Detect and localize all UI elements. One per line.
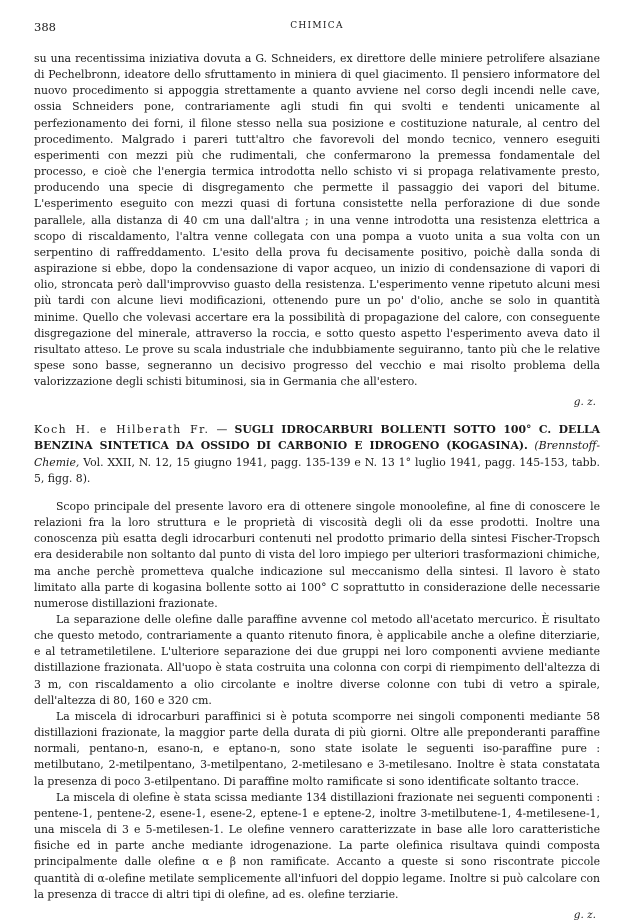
article2-paragraph: Scopo principale del presente lavoro era di ottenere singole monoolefine, al fine di conoscere le relazioni fra la loro struttura e le proprietà di viscosità degli oli da esse prodotti. Inoltre una conoscenza più esatta degli idrocarburi contenuti nel prodotto primario della sintesi Fischer-Tropsch era desiderabile non soltanto dal punto di vista del loro impiego per ulteriori trasformazioni chimiche, ma anche perchè prometteva qualche indicazione sul meccanismo della sintesi. Il lavoro è stato limitato alla parte di kogasina bollente sotto ai 100° C soprattutto in considerazione delle necessarie numerose distillazioni frazionate. xyxy=(34,499,600,610)
article1-signature: g. z. xyxy=(573,396,596,409)
article2-paragraph: La miscela di idrocarburi paraffinici si è potuta scomporre nei singoli componenti mediante 58 distillazioni frazionate, la maggior parte della durata di più giorni. Oltre alle preponderanti paraffine normali, pentano-n, esano-n, e eptano-n, sono state isolate le seguenti iso-paraffine pure : metilbutano, 2-metilpentano, 3-metilpentano, 2-metilesano e 3-metilesano. Inoltre è stata constatata la presenza di poco 3-etilpentano. Di paraffine molto ramificate si sono identificate soltanto tracce. xyxy=(34,709,600,788)
page-body xyxy=(34,51,600,923)
article2-paragraph: La miscela di olefine è stata scissa mediante 134 distillazioni frazionate nei seguenti componenti : pentene-1, pentene-2, esene-1, esene-2, eptene-1 e eptene-2, inoltre 3-metilbutene-1, 4-metilesene-1, una miscela di 3 e 5-metilesen-1. Le olefine vennero caratterizzate in base alle loro caratteristiche fisiche ed in parte anche mediante idrogenazione. La parte olefinica risultava quindi composta principalmente dalle olefine α e β non ramificate. Accanto a queste si sono riscontrate piccole quantità di α-olefine metilate semplicemente all'infuori del doppio legame. Inoltre si può calcolare con la presenza di tracce di altri tipi di olefine, ad es. olefine terziarie. xyxy=(34,790,600,901)
article2-title: SUGLI IDROCARBURI BOLLENTI SOTTO 100° C. DELLA BENZINA SINTETICA DA OSSIDO DI CARBONIO E IDROGENO (KOGASINA). xyxy=(34,423,600,453)
article2-journal: (Brennstoff-Chemie, xyxy=(34,439,600,469)
running-title: CHIMICA xyxy=(290,21,344,31)
article2-dash: — xyxy=(209,423,235,437)
page-number: 388 xyxy=(34,20,56,34)
article2-source-details: Vol. XXII, N. 12, 15 giugno 1941, pagg. 135-139 e N. 13 1° luglio 1941, pagg. 145-153, tabb. 5, figg. 8). xyxy=(34,455,600,485)
article1-body: su una recentissima iniziativa dovuta a G. Schneiders, ex direttore delle miniere petrolifere alsaziane di Pechelbronn, ideatore dello sfruttamento in miniera di quel giacimento. Il pensiero informatore del nuovo procedimento si appoggia strettamente a quanto avviene nel corso degli incendi nelle cave, ossia Schneiders pone, contrariamente agli studi fin qui svolti e tendenti unicamente al perfezionamento dei forni, il filone stesso nella sua posizione e costituzione naturale, al centro del procedimento. Malgrado i pareri tutt'altro che favorevoli del mondo tecnico, vennero eseguiti esperimenti con mezzi più che rudimentali, che confermarono la premessa fondamentale del processo, e cioè che l'energia termica introdotta nello schisto vi si propaga relativamente presto, producendo una specie di disgregamento che permette il passaggio dei vapori del bitume. L'esperimento eseguito con mezzi quasi di fortuna consistette nella perforazione di due sonde parallele, alla distanza di 40 cm una dall'altra ; in una venne introdotta una resistenza elettrica a scopo di riscaldamento, l'altra venne collegata con una pompa a vuoto unita a sua volta con un serpentino di raffreddamento. L'esito della prova fu decisamente positivo, poichè dalla sonda di aspirazione si ebbe, dopo la condensazione di vapor acqueo, un inizio di condensazione di vapori di olio, stroncata però dall'improvviso guasto della resistenza. L'esperimento venne ripetuto alcuni mesi più tardi con alcune lievi modificazioni, ottenendo pure un po' d'olio, anche se solo in quantità minime. Quello che volevasi accertare era la possibilità di propagazione del calore, con conseguente disgregazione del minerale, attraverso la roccia, e sotto questo aspetto l'esperimento aveva dato il risultato atteso. Le prove su scala industriale che indubbiamente seguiranno, tanto più che le relative spese sono basse, segneranno un decisivo progresso del vecchio e mai risolto problema della valorizzazione degli schisti bituminosi, sia in Germania che all'estero. xyxy=(34,52,600,389)
article2-signature: g. z. xyxy=(573,908,596,921)
article2-reference xyxy=(34,422,600,487)
article2-authors: Koch H. e Hilberath Fr. xyxy=(34,423,210,437)
article2-paragraph: La separazione delle olefine dalle paraffine avvenne col metodo all'acetato mercurico. È risultato che questo metodo, contrariamente a quanto ritenuto finora, è applicabile anche a olefine diterziarie, e al tetrametiletilene. L'ulteriore separazione dei due gruppi nei loro componenti avviene mediante distillazione frazionata. All'uopo è stata costruita una colonna con corpi di riempimento dell'altezza di 3 m, con riscaldamento a olio circolante e inoltre diverse colonne con tubi di vetro a spirale, dell'altezza di 80, 160 e 320 cm. xyxy=(34,613,600,707)
page-header xyxy=(34,20,600,36)
